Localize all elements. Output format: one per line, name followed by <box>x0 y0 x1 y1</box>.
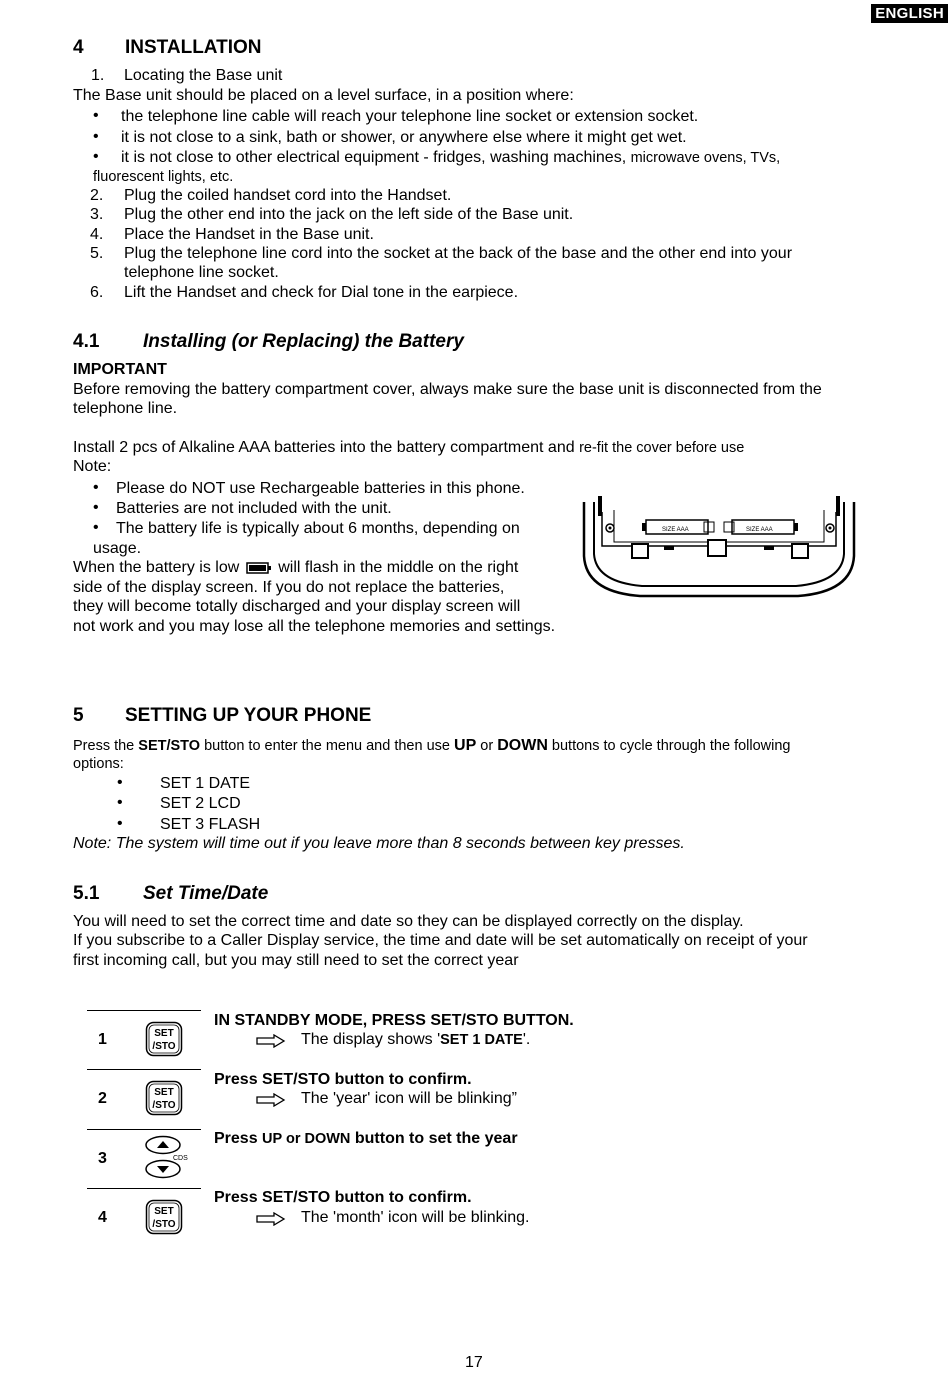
text-bold: DOWN <box>497 737 548 754</box>
bullet-icon <box>93 129 101 137</box>
battery-icon <box>246 562 272 574</box>
step-number: 3 <box>98 1150 107 1167</box>
bullet-item <box>121 149 780 167</box>
list-item: Plug the other end into the jack on the left side of the Base unit. <box>124 206 574 223</box>
section-4-title: INSTALLATION <box>125 37 262 58</box>
text: button to enter the menu and then use <box>204 738 450 754</box>
bullet-item: it is not close to a sink, bath or shower, or anywhere else where it might get wet. <box>121 129 687 146</box>
arrow-right-icon <box>256 1034 286 1048</box>
bullet-icon <box>93 520 101 528</box>
bullet-continuation: fluorescent lights, etc. <box>93 169 234 185</box>
step-title: Press SET/STO button to confirm. <box>214 1189 472 1206</box>
text-bold: SET/STO <box>138 738 201 754</box>
paragraph: The Base unit should be placed on a level surface, in a position where: <box>73 87 574 104</box>
list-number: 5. <box>90 245 104 262</box>
paragraph-line: not work and you may lose all the telephone memories and settings. <box>73 618 556 635</box>
bullet-icon <box>117 775 125 783</box>
svg-text:SET: SET <box>154 1028 174 1039</box>
svg-text:/STO: /STO <box>152 1219 176 1230</box>
step-divider <box>87 1069 201 1070</box>
step-number: 2 <box>98 1090 107 1107</box>
section-4-1-title: Installing (or Replacing) the Battery <box>143 331 464 352</box>
step-result-text: The display shows ' <box>301 1031 441 1048</box>
list-number: 1. <box>91 67 105 84</box>
page-number: 17 <box>465 1354 483 1371</box>
step-title: Press SET/STO button to confirm. <box>214 1071 472 1088</box>
paragraph: If you subscribe to a Caller Display service, the time and date will be set automatically on receipt of your <box>73 932 808 949</box>
text: or <box>480 738 494 754</box>
list-item-continuation: telephone line socket. <box>124 264 279 281</box>
list-item: Locating the Base unit <box>124 67 283 84</box>
paragraph-line: side of the display screen. If you do not replace the batteries, <box>73 579 505 596</box>
step-title <box>214 1130 518 1148</box>
battery-compartment-illustration <box>580 496 858 602</box>
step-result-bold: SET 1 DATE <box>440 1032 523 1048</box>
list-item: Plug the coiled handset cord into the Handset. <box>124 187 452 204</box>
battery-label-left: SIZE AAA <box>662 527 689 533</box>
set-sto-key-icon <box>145 1080 183 1116</box>
paragraph: Before removing the battery compartment cover, always make sure the base unit is disconnected from the <box>73 381 822 398</box>
step-title-small: UP or DOWN <box>262 1131 351 1147</box>
step-number: 1 <box>98 1031 107 1048</box>
step-title-text: button to set the year <box>354 1130 518 1147</box>
step-result-text: The 'month' icon will be blinking. <box>301 1209 530 1226</box>
list-item: Place the Handset in the Base unit. <box>124 226 374 243</box>
list-item: Lift the Handset and check for Dial tone in the earpiece. <box>124 284 519 301</box>
bullet-item: Please do NOT use Rechargeable batteries in this phone. <box>116 480 525 497</box>
list-item: Plug the telephone line cord into the socket at the back of the base and the other end into your <box>124 245 793 262</box>
step-result-text: '. <box>522 1031 531 1048</box>
svg-text:SET: SET <box>154 1087 174 1098</box>
paragraph-line: they will become totally discharged and your display screen will <box>73 598 521 615</box>
language-tag: ENGLISH <box>871 4 948 23</box>
option-item: SET 1 DATE <box>160 775 251 792</box>
bullet-item: the telephone line cable will reach your telephone line socket or extension socket. <box>121 108 699 125</box>
list-number: 6. <box>90 284 104 301</box>
bullet-text: it is not close to other electrical equipment - fridges, washing machines, <box>121 149 627 166</box>
step-divider <box>87 1010 201 1011</box>
list-number: 4. <box>90 226 104 243</box>
list-number: 3. <box>90 206 104 223</box>
bullet-icon <box>93 149 101 157</box>
option-item: SET 3 FLASH <box>160 816 261 833</box>
set-sto-key-icon <box>145 1199 183 1235</box>
step-divider <box>87 1129 201 1130</box>
bullet-text-small: microwave ovens, TVs, <box>630 150 781 166</box>
list-number: 2. <box>90 187 104 204</box>
bullet-item: Batteries are not included with the unit. <box>116 500 392 517</box>
arrow-right-icon <box>256 1093 286 1107</box>
bullet-icon <box>93 480 101 488</box>
paragraph <box>73 439 744 457</box>
text-bold: UP <box>454 737 477 754</box>
paragraph <box>73 737 791 755</box>
install-text-small: re-fit the cover before use <box>579 440 745 456</box>
paragraph: options: <box>73 756 124 772</box>
paragraph: telephone line. <box>73 400 178 417</box>
note-label: Note: <box>73 458 112 475</box>
section-5-title: SETTING UP YOUR PHONE <box>125 705 372 726</box>
cds-label: CDS <box>173 1155 188 1162</box>
step-result <box>301 1031 530 1049</box>
section-5-1-number: 5.1 <box>73 883 100 904</box>
install-text: Install 2 pcs of Alkaline AAA batteries into the battery compartment and <box>73 439 575 456</box>
important-label: IMPORTANT <box>73 361 167 378</box>
battery-label-right: SIZE AAA <box>746 527 773 533</box>
section-4-number: 4 <box>73 37 84 58</box>
step-divider <box>87 1188 201 1189</box>
paragraph: first incoming call, but you may still need to set the correct year <box>73 952 519 969</box>
text: Press the <box>73 738 135 754</box>
battery-low-text: will flash in the middle on the right <box>278 559 519 576</box>
up-down-keys-icon <box>143 1135 189 1181</box>
bullet-item: The battery life is typically about 6 months, depending on <box>116 520 520 537</box>
svg-text:SET: SET <box>154 1206 174 1217</box>
bullet-icon <box>93 500 101 508</box>
step-number: 4 <box>98 1209 107 1226</box>
battery-low-text: When the battery is low <box>73 559 240 576</box>
bullet-icon <box>93 108 101 116</box>
text: buttons to cycle through the following <box>551 738 791 754</box>
svg-text:/STO: /STO <box>152 1041 176 1052</box>
section-5-number: 5 <box>73 705 84 726</box>
arrow-right-icon <box>256 1212 286 1226</box>
paragraph: You will need to set the correct time and date so they can be displayed correctly on the display. <box>73 913 744 930</box>
bullet-continuation: usage. <box>93 540 142 557</box>
step-result-text: The 'year' icon will be blinking” <box>301 1090 517 1107</box>
step-title: IN STANDBY MODE, PRESS SET/STO BUTTON. <box>214 1012 574 1029</box>
bullet-icon <box>117 795 125 803</box>
bullet-icon <box>117 816 125 824</box>
paragraph-line <box>73 559 518 577</box>
section-5-1-title: Set Time/Date <box>143 883 269 904</box>
option-item: SET 2 LCD <box>160 795 241 812</box>
set-sto-key-icon <box>145 1021 183 1057</box>
step-title-text: Press <box>214 1130 258 1147</box>
svg-text:/STO: /STO <box>152 1100 176 1111</box>
note-text: Note: The system will time out if you leave more than 8 seconds between key presses. <box>73 835 685 852</box>
section-4-1-number: 4.1 <box>73 331 100 352</box>
